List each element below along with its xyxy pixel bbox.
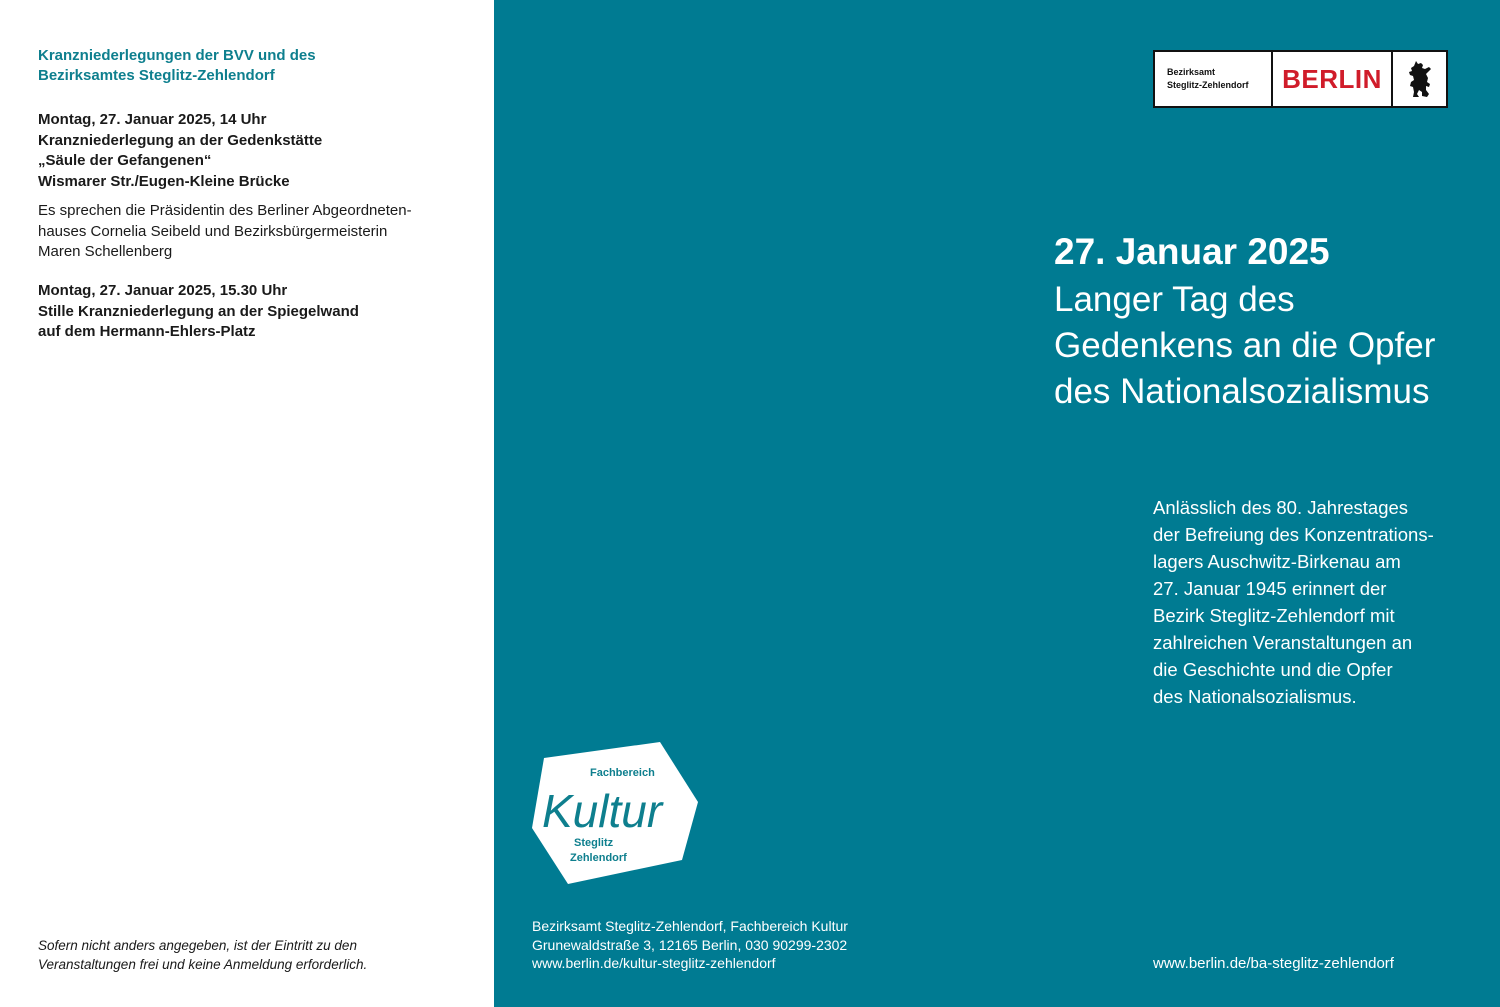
wreath-heading [38,46,458,86]
left-page [0,0,494,1007]
logo-berlin-word: BERLIN [1273,52,1393,106]
intro-line: Anlässlich des 80. Jahrestages [1153,497,1409,518]
berlin-bear-icon [1393,52,1446,106]
event-2-title: Stille Kranzniederlegung an der Spiegelwand [38,302,359,320]
speakers-line: Maren Schellenberg [38,243,173,260]
subtitle-line: Langer Tag des [1054,280,1295,319]
logo-line: Steglitz-Zehlendorf [1167,80,1249,90]
event-2 [38,281,478,343]
footer-line: Bezirksamt Steglitz-Zehlendorf, Fachbereich Kultur [532,918,848,934]
cover-page [494,0,1500,1007]
intro-text [1153,494,1434,710]
berlin-logo [1153,50,1448,108]
footer-link[interactable]: www.berlin.de/kultur-steglitz-zehlendorf [532,955,776,971]
event-1-date: Montag, 27. Januar 2025, 14 Uhr [38,111,267,128]
intro-line: Bezirk Steglitz-Zehlendorf mit [1153,605,1395,626]
kultur-top: Fachbereich [590,767,655,779]
intro-line: 27. Januar 1945 erinnert der [1153,578,1387,599]
contact-footer [532,917,848,973]
kultur-logo [530,740,702,886]
note-line: Sofern nicht anders angegeben, ist der Eintritt zu den [38,938,357,953]
footer-line: Grunewaldstraße 3, 12165 Berlin, 030 90299-2302 [532,936,848,953]
event-1 [38,110,478,192]
kultur-main: Kultur [542,785,663,837]
intro-line: des Nationalsozialismus. [1153,686,1357,707]
event-2-location: auf dem Hermann-Ehlers-Platz [38,323,256,340]
admission-note [38,936,478,974]
event-1-speakers [38,201,478,263]
heading-line: Bezirksamtes Steglitz-Zehlendorf [38,67,275,84]
event-2-date: Montag, 27. Januar 2025, 15.30 Uhr [38,282,288,299]
kultur-sub1: Steglitz [574,837,614,849]
subtitle-line: des Nationalsozialismus [1054,372,1430,411]
event-date-title: 27. Januar 2025 [1054,231,1330,272]
logo-line: Bezirksamt [1167,67,1216,77]
subtitle-line: Gedenkens an die Opfer [1054,326,1436,365]
intro-line: lagers Auschwitz-Birkenau am [1153,551,1401,572]
district-website-link[interactable]: www.berlin.de/ba-steglitz-zehlendorf [1153,955,1394,972]
heading-line: Kranzniederlegungen der BVV und des [38,47,316,64]
event-1-memorial: „Säule der Gefangenen“ [38,152,212,169]
event-1-location: Wismarer Str./Eugen-Kleine Brücke [38,172,290,190]
note-line: Veranstaltungen frei und keine Anmeldung erforderlich. [38,957,368,972]
event-1-title: Kranzniederlegung an der Gedenkstätte [38,131,323,149]
logo-district-text [1155,52,1273,106]
speakers-line: hauses Cornelia Seibeld und Bezirksbürgermeisterin [38,222,388,240]
intro-line: zahlreichen Veranstaltungen an [1153,632,1413,653]
intro-line: die Geschichte und die Opfer [1153,659,1393,680]
speakers-line: Es sprechen die Präsidentin des Berliner Abgeordneten- [38,202,412,219]
event-subtitle [1054,277,1435,415]
kultur-sub2: Zehlendorf [570,852,627,864]
intro-line: der Befreiung des Konzentrations- [1153,524,1434,545]
